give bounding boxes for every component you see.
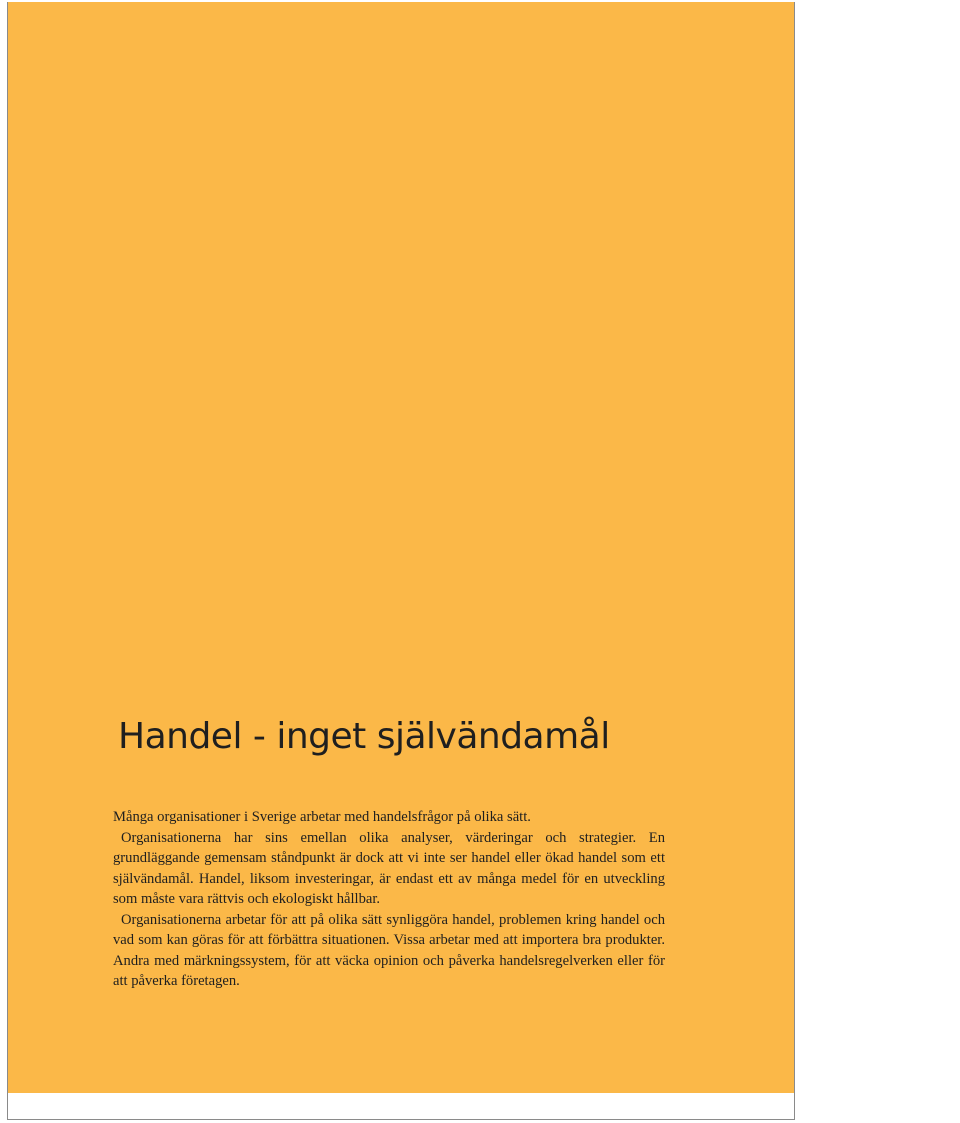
paragraph-3: Organisationerna arbetar för att på olika sätt synliggöra handel, problemen kring handel och vad som kan göras för att förbättra situationen. Vissa arbetar med att importera bra produkter. Andra med märkningssystem, för att väcka opinion och påverka handelsregelverken eller för att påverka företagen.: [113, 911, 665, 989]
body-text: [113, 807, 665, 992]
paragraph-2: Organisationerna har sins emellan olika analyser, värderingar och strategier. En grundläggande gemensam ståndpunkt är dock att vi inte ser handel eller ökad handel som ett självändamål. Handel, liksom investeringar, är endast ett av många medel för en utveckling som måste vara rättvis och ekologiskt hållbar.: [113, 829, 665, 907]
bottom-rule: [7, 1119, 795, 1120]
paragraph-1: Många organisationer i Sverige arbetar med handelsfrågor på olika sätt.: [113, 809, 531, 825]
page-title: Handel - inget självändamål: [118, 716, 610, 757]
